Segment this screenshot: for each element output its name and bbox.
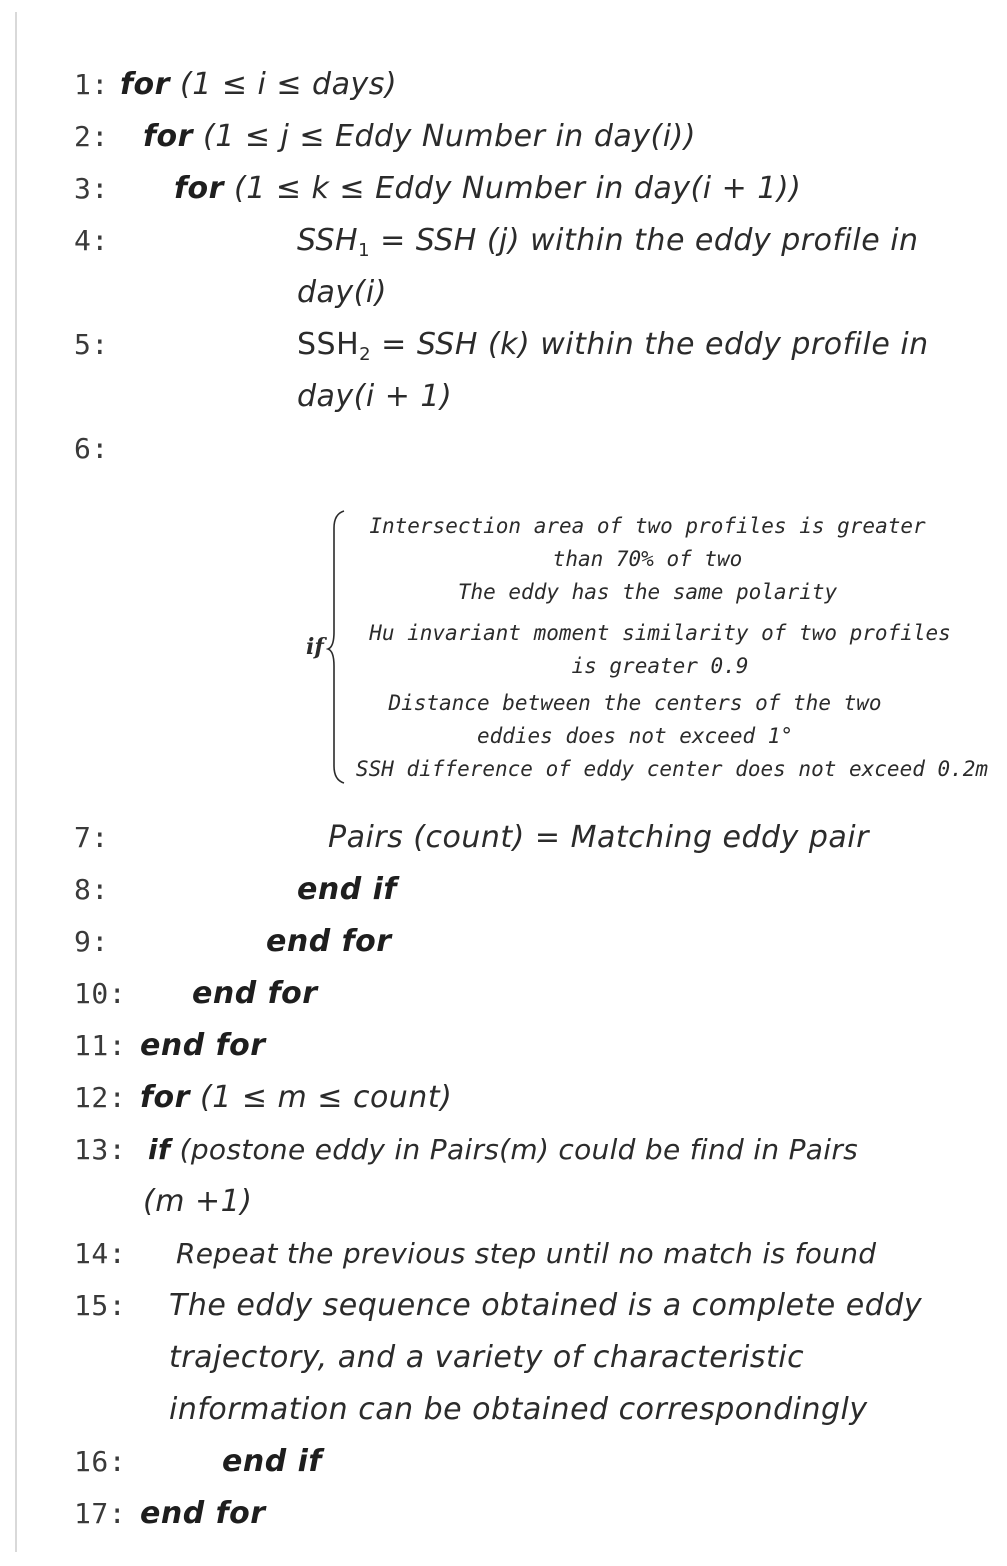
keyword: end for xyxy=(140,1028,266,1063)
condition-text: is greater 0.9 xyxy=(571,654,749,678)
keyword: end for xyxy=(192,976,318,1011)
line-code xyxy=(297,216,919,276)
line-number: 7: xyxy=(74,821,109,854)
line-text: Repeat the previous step until no match is found xyxy=(176,1237,877,1270)
keyword: end for xyxy=(266,924,392,959)
line-text: = SSH (k) within the eddy profile in xyxy=(371,327,929,362)
keyword: for xyxy=(120,67,170,102)
line-number: 14: xyxy=(74,1237,127,1270)
condition-text: Distance between the centers of the two xyxy=(388,691,882,715)
line-number: 12: xyxy=(74,1081,127,1114)
condition-text: than 70% of two xyxy=(552,547,743,571)
keyword: for xyxy=(140,1080,190,1115)
condition-text: Intersection area of two profiles is greater xyxy=(369,514,926,538)
line-number: 3: xyxy=(74,172,109,205)
line-number: 13: xyxy=(74,1133,127,1166)
line-number: 4: xyxy=(74,224,109,257)
line-code xyxy=(143,112,696,162)
line-text: (postone eddy in Pairs(m) could be find in Pairs xyxy=(179,1133,859,1166)
line-text-cont: (m +1) xyxy=(143,1184,253,1219)
line-text: (1 ≤ i ≤ days) xyxy=(180,67,398,102)
left-border xyxy=(15,12,17,1552)
condition-text: eddies does not exceed 1° xyxy=(476,724,794,748)
line-text-cont: information can be obtained correspondingly xyxy=(169,1392,868,1427)
keyword: end if xyxy=(297,872,397,907)
line-code xyxy=(297,320,929,380)
line-number: 5: xyxy=(74,328,109,361)
condition-text: Hu invariant moment similarity of two profiles xyxy=(369,621,951,645)
line-number: 6: xyxy=(74,432,109,465)
line-number: 15: xyxy=(74,1289,127,1322)
line-text: (1 ≤ j ≤ Eddy Number in day(i)) xyxy=(203,119,696,154)
line-text-cont: trajectory, and a variety of characteristic xyxy=(169,1340,805,1375)
line-text: (1 ≤ k ≤ Eddy Number in day(i + 1)) xyxy=(234,171,802,206)
line-number: 1: xyxy=(74,68,109,101)
line-text: Pairs (count) = Matching eddy pair xyxy=(328,820,869,855)
ssh-var: SSH xyxy=(297,327,360,362)
line-number: 10: xyxy=(74,977,127,1010)
condition-text: SSH difference of eddy center does not exceed 0.2m xyxy=(355,757,989,781)
line-number: 17: xyxy=(74,1497,127,1530)
keyword: for xyxy=(174,171,224,206)
line-text: The eddy sequence obtained is a complete eddy xyxy=(169,1288,923,1323)
line-text: (1 ≤ m ≤ count) xyxy=(200,1080,453,1115)
subscript: 1 xyxy=(358,240,371,261)
line-code xyxy=(148,1125,858,1175)
line-code xyxy=(174,164,801,214)
line-code xyxy=(120,60,397,110)
line-text: = SSH (j) within the eddy profile in xyxy=(370,223,919,258)
curly-brace-icon xyxy=(326,508,348,786)
line-number: 9: xyxy=(74,925,109,958)
keyword: end for xyxy=(140,1496,266,1531)
keyword: end if xyxy=(222,1444,322,1479)
line-number: 11: xyxy=(74,1029,127,1062)
if-condition-block xyxy=(300,508,1000,786)
keyword: for xyxy=(143,119,193,154)
line-number: 16: xyxy=(74,1445,127,1478)
line-text-cont: day(i) xyxy=(297,275,387,310)
keyword: if xyxy=(148,1133,171,1166)
line-number: 2: xyxy=(74,120,109,153)
ssh-var: SSH xyxy=(297,223,359,258)
if-label: if xyxy=(306,634,324,660)
line-text-cont: day(i + 1) xyxy=(297,379,453,414)
subscript: 2 xyxy=(359,344,372,365)
line-number: 8: xyxy=(74,873,109,906)
condition-text: The eddy has the same polarity xyxy=(457,580,838,604)
line-code xyxy=(140,1073,452,1123)
